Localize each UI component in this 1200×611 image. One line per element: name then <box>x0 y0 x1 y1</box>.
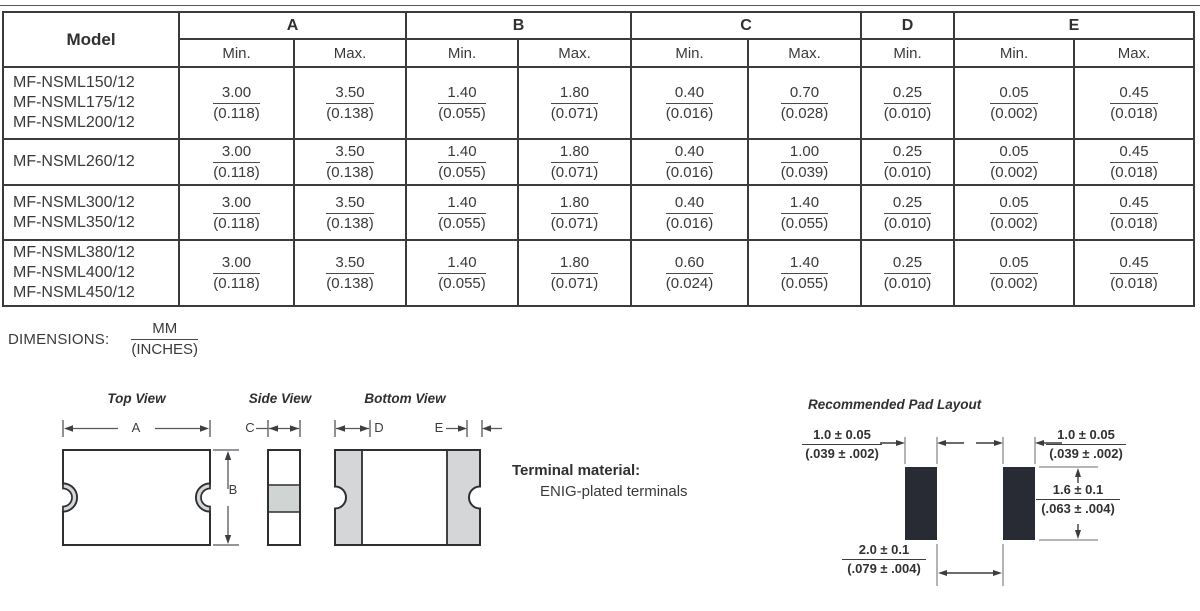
value-mm: 0.40 <box>666 85 714 104</box>
units-mm: MM <box>131 321 198 340</box>
value-cell <box>294 139 406 185</box>
table-row <box>3 67 1194 139</box>
value-cell <box>406 240 518 306</box>
value-cell <box>1074 240 1194 306</box>
table-row <box>3 185 1194 240</box>
value-cell <box>179 67 294 139</box>
value-cell <box>518 240 631 306</box>
value-mm: 3.00 <box>213 85 259 104</box>
value-mm: 0.25 <box>884 85 932 104</box>
table-row <box>3 240 1194 306</box>
table-row <box>3 139 1194 185</box>
dimensions-note <box>8 321 198 358</box>
value-in: (0.055) <box>780 214 829 232</box>
side-view-title: Side View <box>248 391 312 406</box>
value-mm: 0.25 <box>884 255 932 274</box>
value-mm: 0.05 <box>990 255 1038 274</box>
value-in: (0.010) <box>883 275 932 292</box>
model-cell <box>3 240 179 306</box>
dim-d-label: D <box>374 420 384 435</box>
value-in: (0.039) <box>780 164 829 181</box>
top-view-drawing <box>55 410 250 560</box>
value-in: (0.010) <box>883 105 932 122</box>
dim-mm: 2.0 ± 0.1 <box>842 543 926 560</box>
model-cell <box>3 185 179 240</box>
value-in: (0.071) <box>550 164 599 181</box>
value-cell <box>406 185 518 240</box>
value-cell <box>748 240 861 306</box>
model-cell <box>3 139 179 185</box>
value-in: (0.118) <box>213 105 260 122</box>
left-pad <box>905 467 937 540</box>
dim-in: (.079 ± .004) <box>847 561 921 576</box>
value-cell <box>861 139 954 185</box>
right-pad <box>1003 467 1035 540</box>
value-cell <box>294 67 406 139</box>
value-mm: 0.25 <box>884 144 932 163</box>
model-name: MF-NSML260/12 <box>13 153 135 170</box>
value-mm: 1.40 <box>438 195 486 214</box>
value-in: (0.138) <box>326 214 374 232</box>
pad-layout-title: Recommended Pad Layout <box>808 397 982 412</box>
value-cell <box>518 67 631 139</box>
value-mm: 3.00 <box>213 144 259 163</box>
dim-a-label: A <box>131 420 141 435</box>
value-cell <box>631 67 748 139</box>
value-in: (0.138) <box>326 164 374 181</box>
sub-header-b-max: Max. <box>518 39 631 67</box>
value-mm: 1.00 <box>781 144 829 163</box>
col-group-e: E <box>954 12 1194 39</box>
dim-mm: 1.6 ± 0.1 <box>1036 483 1120 500</box>
value-mm: 0.40 <box>666 195 714 214</box>
value-cell <box>954 240 1074 306</box>
value-mm: 3.50 <box>326 85 374 104</box>
model-cell <box>3 67 179 139</box>
value-in: (0.018) <box>1110 164 1158 181</box>
dim-a-lines <box>63 420 210 437</box>
value-mm: 1.80 <box>551 144 599 163</box>
value-mm: 0.45 <box>1110 144 1158 163</box>
side-view-device-band <box>268 485 300 512</box>
dim-in: (.063 ± .004) <box>1041 501 1115 516</box>
value-cell <box>954 139 1074 185</box>
top-divider-rule <box>0 5 1200 6</box>
bottom-view-drawing <box>325 410 515 560</box>
bottom-view-title: Bottom View <box>364 391 446 406</box>
value-in: (0.024) <box>665 275 714 292</box>
side-view-drawing <box>240 410 325 560</box>
value-mm: 1.40 <box>781 195 829 214</box>
model-name: MF-NSML450/12 <box>13 284 135 301</box>
value-cell <box>406 67 518 139</box>
value-in: (0.071) <box>550 214 599 232</box>
value-in: (0.118) <box>213 214 260 232</box>
value-cell <box>1074 139 1194 185</box>
dim-mm: 1.0 ± 0.05 <box>802 428 882 445</box>
value-in: (0.055) <box>438 164 486 181</box>
value-cell <box>179 240 294 306</box>
value-cell <box>631 240 748 306</box>
value-cell <box>294 240 406 306</box>
value-mm: 0.45 <box>1110 195 1158 214</box>
value-mm: 0.40 <box>666 144 714 163</box>
value-mm: 1.40 <box>438 255 486 274</box>
value-cell <box>748 67 861 139</box>
value-cell <box>179 139 294 185</box>
value-cell <box>294 185 406 240</box>
value-cell <box>861 67 954 139</box>
value-cell <box>861 185 954 240</box>
terminal-material-value: ENIG-plated terminals <box>540 483 688 500</box>
value-in: (0.010) <box>883 164 932 181</box>
value-in: (0.016) <box>665 105 714 122</box>
value-cell <box>954 185 1074 240</box>
terminal-boundaries <box>362 450 447 545</box>
value-mm: 0.45 <box>1110 85 1158 104</box>
value-in: (0.016) <box>665 214 714 232</box>
value-mm: 0.45 <box>1110 255 1158 274</box>
units-fraction <box>131 321 198 358</box>
value-cell <box>631 139 748 185</box>
value-in: (0.010) <box>883 214 932 232</box>
model-name: MF-NSML150/12 <box>13 74 135 91</box>
value-in: (0.118) <box>213 275 260 292</box>
col-group-d: D <box>861 12 954 39</box>
value-in: (0.138) <box>326 105 374 122</box>
left-pad-width-dim <box>802 428 882 461</box>
terminal-material-label: Terminal material: <box>512 462 641 479</box>
value-cell <box>518 139 631 185</box>
dim-e-arrows <box>458 425 491 432</box>
dim-e-label: E <box>434 420 444 435</box>
sub-header-c-max: Max. <box>748 39 861 67</box>
units-inches: (INCHES) <box>131 341 199 358</box>
value-in: (0.138) <box>326 275 374 292</box>
value-mm: 3.00 <box>213 255 259 274</box>
value-cell <box>954 67 1074 139</box>
header-row-groups <box>3 12 1194 39</box>
value-in: (0.002) <box>990 214 1038 232</box>
sub-header-e-max: Max. <box>1074 39 1194 67</box>
col-group-b: B <box>406 12 631 39</box>
value-cell <box>518 185 631 240</box>
value-mm: 0.25 <box>884 195 932 214</box>
value-cell <box>1074 67 1194 139</box>
dim-mm: 1.0 ± 0.05 <box>1046 428 1126 445</box>
value-in: (0.018) <box>1110 105 1158 122</box>
dim-c-label: C <box>245 420 255 435</box>
value-mm: 0.05 <box>990 85 1038 104</box>
value-in: (0.055) <box>780 275 829 292</box>
col-group-a: A <box>179 12 406 39</box>
value-cell <box>631 185 748 240</box>
sub-header-b-min: Min. <box>406 39 518 67</box>
value-mm: 3.50 <box>326 195 374 214</box>
dim-b-lines <box>213 450 239 545</box>
model-name: MF-NSML350/12 <box>13 213 135 231</box>
value-cell <box>1074 185 1194 240</box>
value-mm: 1.80 <box>551 195 599 214</box>
sub-header-a-min: Min. <box>179 39 294 67</box>
value-in: (0.018) <box>1110 275 1158 292</box>
model-name: MF-NSML300/12 <box>13 193 135 211</box>
value-in: (0.118) <box>213 164 260 181</box>
value-mm: 3.00 <box>213 195 259 214</box>
right-pad-width-dim <box>1046 428 1126 461</box>
value-mm: 3.50 <box>326 255 374 274</box>
dimensions-note-label: DIMENSIONS: <box>8 331 110 348</box>
value-mm: 0.05 <box>990 195 1038 214</box>
model-name: MF-NSML175/12 <box>13 94 135 111</box>
value-in: (0.002) <box>990 275 1038 292</box>
model-name: MF-NSML380/12 <box>13 244 135 261</box>
sub-header-c-min: Min. <box>631 39 748 67</box>
header-row-minmax <box>3 39 1194 67</box>
model-name: MF-NSML400/12 <box>13 264 135 281</box>
value-in: (0.071) <box>550 105 599 122</box>
sub-header-e-min: Min. <box>954 39 1074 67</box>
value-in: (0.016) <box>665 164 714 181</box>
value-in: (0.028) <box>780 105 829 122</box>
value-in: (0.055) <box>438 105 486 122</box>
value-in: (0.018) <box>1110 214 1158 232</box>
model-header: Model <box>3 12 179 67</box>
value-mm: 1.40 <box>438 85 486 104</box>
value-mm: 1.80 <box>551 85 599 104</box>
value-in: (0.002) <box>990 105 1038 122</box>
sub-header-a-max: Max. <box>294 39 406 67</box>
dim-in: (.039 ± .002) <box>1049 446 1123 461</box>
value-in: (0.071) <box>550 275 599 292</box>
pad-layout-drawing <box>780 390 1200 611</box>
value-in: (0.002) <box>990 164 1038 181</box>
value-cell <box>861 240 954 306</box>
value-mm: 1.40 <box>438 144 486 163</box>
value-in: (0.055) <box>438 275 486 292</box>
value-cell <box>179 185 294 240</box>
top-view-title: Top View <box>107 391 166 406</box>
value-mm: 1.80 <box>551 255 599 274</box>
value-cell <box>748 139 861 185</box>
dim-in: (.039 ± .002) <box>805 446 879 461</box>
dim-b-label: B <box>228 482 238 497</box>
value-mm: 0.05 <box>990 144 1038 163</box>
value-mm: 1.40 <box>781 255 829 274</box>
value-cell <box>406 139 518 185</box>
value-mm: 3.50 <box>326 144 374 163</box>
top-view-body <box>63 450 210 545</box>
value-mm: 0.70 <box>781 85 829 104</box>
model-name: MF-NSML200/12 <box>13 114 135 131</box>
sub-header-d-min: Min. <box>861 39 954 67</box>
value-cell <box>748 185 861 240</box>
value-in: (0.055) <box>438 214 486 232</box>
pad-height-dim <box>1036 483 1120 516</box>
dimensions-table <box>2 11 1195 307</box>
value-mm: 0.60 <box>666 255 714 274</box>
col-group-c: C <box>631 12 861 39</box>
pad-gap-dim <box>842 543 926 576</box>
